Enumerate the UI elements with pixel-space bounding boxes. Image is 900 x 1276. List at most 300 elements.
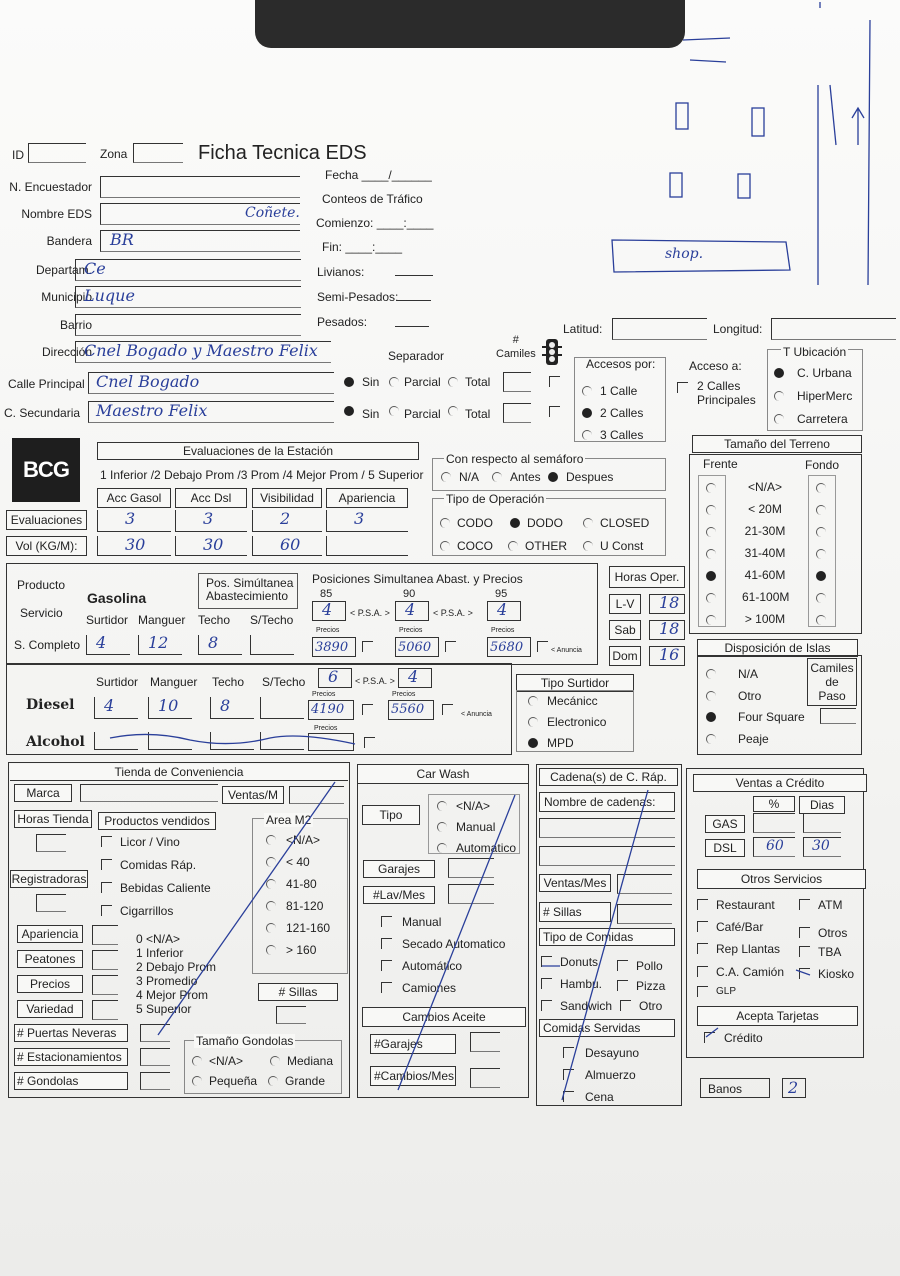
c-secundaria-label: C. Secundaria xyxy=(4,406,81,420)
vol-cell[interactable] xyxy=(326,536,408,556)
semaforo-radio[interactable] xyxy=(441,472,451,482)
anuncia-label: < Anuncia xyxy=(551,647,582,654)
terreno-frente-radio[interactable] xyxy=(706,549,716,559)
cw-checkbox[interactable] xyxy=(381,960,392,971)
cw-garajes-label: Garajes xyxy=(363,860,435,878)
comida-checkbox[interactable] xyxy=(617,980,628,991)
sillas-field[interactable] xyxy=(276,1006,306,1024)
registradoras-field[interactable] xyxy=(36,894,66,912)
cad-nombre-label: Nombre de cadenas: xyxy=(539,792,675,812)
horas-value: 18 xyxy=(659,593,680,612)
cw-check-label: Automático xyxy=(402,959,463,973)
registradoras-label: Registradoras xyxy=(11,872,87,886)
diesel-cell[interactable] xyxy=(260,697,304,719)
diesel-position-value: 6 xyxy=(328,667,339,686)
cad-nombre-field[interactable] xyxy=(539,818,675,838)
horas-day: Dom xyxy=(609,646,641,666)
surtidor-option-label: Mecánicc xyxy=(547,694,598,708)
sep1-total-label: Total xyxy=(465,375,491,389)
alcohol-cell[interactable] xyxy=(260,732,304,750)
comida-checkbox[interactable] xyxy=(541,956,552,967)
surtidor-title: Tipo Surtidor xyxy=(516,674,634,692)
accesos-radio[interactable] xyxy=(582,408,592,418)
eval-value: 3 xyxy=(125,509,136,528)
evaluaciones-row-label: Evaluaciones xyxy=(6,510,87,530)
terreno-frente-radio[interactable] xyxy=(706,615,716,625)
operacion-radio[interactable] xyxy=(508,541,518,551)
semaforo-radio[interactable] xyxy=(548,472,558,482)
cad-sillas-field[interactable] xyxy=(617,904,672,924)
cw-check-label: Camiones xyxy=(402,981,457,995)
horas-tienda-label: Horas Tienda xyxy=(14,810,92,828)
pos-sim-label: Pos. Simúltanea Abastecimiento xyxy=(206,576,294,603)
operacion-option-label: COCO xyxy=(457,539,493,553)
marca-field[interactable] xyxy=(80,784,218,802)
otros-checkbox[interactable] xyxy=(799,946,810,957)
terreno-frente-radio[interactable] xyxy=(706,505,716,515)
camiles2-field[interactable] xyxy=(503,403,531,423)
sep1-sin-radio[interactable] xyxy=(344,377,354,387)
pos-precios-label: Posiciones Simultanea Abast. y Precios xyxy=(312,572,523,586)
diesel-value: 8 xyxy=(220,696,231,715)
area-radio[interactable] xyxy=(266,835,276,845)
livianos-line[interactable] xyxy=(395,275,433,276)
precios-label: Precios xyxy=(491,627,515,634)
terreno-frente-radio[interactable] xyxy=(706,593,716,603)
tienda-scale-item: 4 Mejor Prom xyxy=(136,988,209,1002)
otros-checkbox[interactable] xyxy=(697,986,708,997)
position-value: 4 xyxy=(322,600,333,619)
islas-option-label: Peaje xyxy=(738,732,769,746)
eval-value: 2 xyxy=(280,509,291,528)
area-radio[interactable] xyxy=(266,945,276,955)
otros-label: TBA xyxy=(818,945,842,959)
cw-lav-label: #Lav/Mes xyxy=(363,886,435,904)
terreno-fondo-radio[interactable] xyxy=(816,615,826,625)
operacion-title: Tipo de Operación xyxy=(446,492,545,506)
calle-principal-value: Cnel Bogado xyxy=(96,372,200,391)
servida-label: Almuerzo xyxy=(585,1068,636,1082)
otros-checkbox[interactable] xyxy=(697,899,708,910)
ubicacion-option-label: C. Urbana xyxy=(797,366,852,380)
horas-day: L-V xyxy=(609,594,641,614)
terreno-title: Tamaño del Terreno xyxy=(692,435,862,453)
producto-label: Licor / Vino xyxy=(120,835,180,849)
terreno-option-label: <N/A> xyxy=(747,480,783,494)
otros-checkbox[interactable] xyxy=(799,927,810,938)
semaforo1-checkbox[interactable] xyxy=(549,376,560,387)
gas-header: S/Techo xyxy=(250,613,294,627)
header-field-value: Coñete. xyxy=(245,205,300,221)
tienda-estacionamientos-field[interactable] xyxy=(140,1048,170,1066)
area-option-label: > 160 xyxy=(286,943,317,957)
header-field-label: Dirección xyxy=(41,345,92,359)
gondola-radio[interactable] xyxy=(192,1076,202,1086)
semaforo-option-label: Despues xyxy=(566,470,614,484)
producto-label: Bebidas Caliente xyxy=(120,881,211,895)
servida-checkbox[interactable] xyxy=(563,1091,574,1102)
tienda-eval-field[interactable] xyxy=(92,950,118,970)
tienda-scale-item: 1 Inferior xyxy=(136,946,184,960)
area-radio[interactable] xyxy=(266,879,276,889)
latitud-field[interactable] xyxy=(612,318,707,340)
price-checkbox[interactable] xyxy=(537,641,548,652)
semaforo-radio[interactable] xyxy=(492,472,502,482)
area-radio[interactable] xyxy=(266,901,276,911)
header-field-label: Departam. xyxy=(35,263,92,277)
ventas-field[interactable] xyxy=(289,786,344,804)
cadena-title: Cadena(s) de C. Ráp. xyxy=(539,768,678,786)
camiles1-field[interactable] xyxy=(503,372,531,392)
accesos-radio[interactable] xyxy=(582,430,592,440)
traffic-light-icon xyxy=(541,338,563,366)
evaluaciones-title: Evaluaciones de la Estación xyxy=(97,442,419,460)
position-value: 4 xyxy=(497,600,508,619)
islas-radio[interactable] xyxy=(706,712,716,722)
islas-radio[interactable] xyxy=(706,734,716,744)
pesados-label: Pesados: xyxy=(317,315,368,329)
operacion-radio[interactable] xyxy=(510,518,520,528)
price-value: 3890 xyxy=(315,640,349,655)
cw-tipo-radio[interactable] xyxy=(437,822,447,832)
comida-checkbox[interactable] xyxy=(620,1000,631,1011)
cw-tipo-radio[interactable] xyxy=(437,843,447,853)
producto-checkbox[interactable] xyxy=(101,882,112,893)
header-field-box[interactable] xyxy=(75,259,301,281)
ubicacion-option-label: Carretera xyxy=(797,412,848,426)
cad-sillas-label: # Sillas xyxy=(539,902,611,922)
credito-dias-header: Dias xyxy=(799,796,845,814)
area-option-label: 121-160 xyxy=(286,921,331,935)
tarjetas-title: Acepta Tarjetas xyxy=(697,1006,858,1026)
tienda-puertas-field[interactable] xyxy=(140,1024,170,1042)
camiles-paso-field[interactable] xyxy=(820,708,856,724)
comida-checkbox[interactable] xyxy=(541,1000,552,1011)
servida-checkbox[interactable] xyxy=(563,1069,574,1080)
diesel-anuncia-label: < Anuncia xyxy=(461,711,492,718)
cw-checkbox[interactable] xyxy=(381,916,392,927)
cad-ventas-label: Ventas/Mes xyxy=(539,874,611,892)
cw-garajes-field[interactable] xyxy=(448,858,494,878)
gas-cell[interactable] xyxy=(86,635,130,655)
terreno-frente-radio[interactable] xyxy=(706,527,716,537)
cw-tipo-label: Tipo xyxy=(362,805,420,825)
cw-lav-field[interactable] xyxy=(448,884,494,904)
sketch-label: shop. xyxy=(665,246,704,262)
header-field-value: Ce xyxy=(84,259,106,278)
cad-nombre-field[interactable] xyxy=(539,846,675,866)
diesel-precios-label: Precios xyxy=(312,691,336,698)
octano-label: 85 xyxy=(320,588,333,600)
diesel-header: Techo xyxy=(212,675,245,689)
marca-label: Marca xyxy=(14,784,72,802)
horas-value: 16 xyxy=(659,645,680,664)
cad-tipo-title: Tipo de Comidas xyxy=(539,928,675,946)
semaforo2-checkbox[interactable] xyxy=(549,406,560,417)
credito-title: Ventas a Crédito xyxy=(693,774,867,792)
producto-label: Producto xyxy=(17,578,66,592)
otros-checkbox[interactable] xyxy=(799,968,810,979)
acceso-a-option: 2 Calles Principales xyxy=(697,379,756,407)
tienda-eval-label: Apariencia xyxy=(17,925,83,943)
terreno-fondo-radio[interactable] xyxy=(816,549,826,559)
longitud-field[interactable] xyxy=(771,318,896,340)
otros-label: Otros xyxy=(818,926,848,940)
accesos-option-label: 2 Calles xyxy=(600,406,644,420)
area-radio[interactable] xyxy=(266,923,276,933)
sep2-parcial-radio[interactable] xyxy=(389,406,399,416)
producto-checkbox[interactable] xyxy=(101,859,112,870)
surtidor-option-label: MPD xyxy=(547,736,574,750)
gondola-radio[interactable] xyxy=(192,1056,202,1066)
alcohol-cell[interactable] xyxy=(94,732,138,750)
comida-label: Sandwich xyxy=(560,999,613,1013)
sep1-total-radio[interactable] xyxy=(448,377,458,387)
position-value: 4 xyxy=(405,600,416,619)
sep2-parcial-label: Parcial xyxy=(404,407,441,421)
cw-aceite-title: Cambios Aceite xyxy=(362,1007,526,1027)
gas-header: Manguer xyxy=(138,613,186,627)
semi-line[interactable] xyxy=(397,300,431,301)
credito-row-label: DSL xyxy=(705,839,745,857)
camiles-label: # Camiles xyxy=(496,334,536,360)
diesel-precios-label: Precios xyxy=(392,691,416,698)
ubicacion-option-label: HiperMerc xyxy=(797,389,853,403)
price-value: 5060 xyxy=(398,640,432,655)
islas-option-label: Otro xyxy=(738,689,762,703)
diesel-price-value: 5560 xyxy=(391,702,425,717)
tienda-eval-field[interactable] xyxy=(92,925,118,945)
alcohol-cell[interactable] xyxy=(210,732,254,750)
area-option-label: <N/A> xyxy=(286,833,321,847)
sep2-sin-label: Sin xyxy=(362,407,380,421)
terreno-frente-label: Frente xyxy=(703,457,738,471)
accesos-title: Accesos por: xyxy=(586,357,656,371)
tienda-gondolas-field[interactable] xyxy=(140,1072,170,1090)
tienda-scale-item: 5 Superior xyxy=(136,1002,192,1016)
otros-label: GLP xyxy=(716,986,737,997)
zona-label: Zona xyxy=(100,147,128,161)
area-radio[interactable] xyxy=(266,857,276,867)
diesel-value: 4 xyxy=(104,696,115,715)
gas-value: 8 xyxy=(208,633,219,652)
otros-checkbox[interactable] xyxy=(697,966,708,977)
producto-checkbox[interactable] xyxy=(101,905,112,916)
producto-label: Comidas Ráp. xyxy=(120,858,197,872)
id-field[interactable] xyxy=(28,143,86,163)
gondola-option-label: Mediana xyxy=(287,1054,334,1068)
credito-checkbox[interactable] xyxy=(704,1032,715,1043)
header-field-label: Nombre EDS xyxy=(21,207,92,221)
terreno-option-label: 61-100M xyxy=(742,590,790,604)
producto-checkbox[interactable] xyxy=(101,836,112,847)
tienda-eval-label: Peatones xyxy=(17,950,83,968)
gondola-radio[interactable] xyxy=(270,1056,280,1066)
productos-label: Productos vendidos xyxy=(98,812,216,830)
clipboard-clip xyxy=(255,0,685,48)
sep1-parcial-radio[interactable] xyxy=(389,377,399,387)
surtidor-radio[interactable] xyxy=(528,738,538,748)
comida-checkbox[interactable] xyxy=(617,960,628,971)
diesel-cell[interactable] xyxy=(94,697,138,719)
islas-radio[interactable] xyxy=(706,691,716,701)
header-field-label: Barrio xyxy=(59,318,92,332)
accesos-option-label: 3 Calles xyxy=(600,428,644,442)
alcohol-price-box[interactable] xyxy=(308,733,354,751)
otros-label: C.A. Camión xyxy=(716,965,785,979)
conteos-label: Conteos de Tráfico xyxy=(322,192,423,206)
gas-cell[interactable] xyxy=(198,635,242,655)
area-option-label: 81-120 xyxy=(286,899,324,913)
diesel-position-value: 4 xyxy=(408,667,419,686)
sillas-label: # Sillas xyxy=(258,983,338,1001)
tam-gondolas-title: Tamaño Gondolas xyxy=(196,1034,294,1048)
price-value: 5680 xyxy=(490,640,524,655)
gondola-option-label: Pequeña xyxy=(209,1074,258,1088)
credito-pct-value: 60 xyxy=(766,838,784,854)
header-field-value: Cnel Bogado y Maestro Felix xyxy=(84,341,318,360)
cad-ventas-field[interactable] xyxy=(617,874,672,894)
terreno-fondo-radio[interactable] xyxy=(816,593,826,603)
precios-label: Precios xyxy=(316,627,340,634)
otros-label: Rep Llantas xyxy=(716,942,781,956)
calle-principal-label: Calle Principal xyxy=(8,377,85,391)
gas-value: 12 xyxy=(148,633,169,652)
terreno-option-label: 41-60M xyxy=(744,568,786,582)
eval-header: Visibilidad xyxy=(252,488,322,508)
camiles-paso-label: Camiles de Paso xyxy=(810,661,854,703)
tienda-scale-item: 2 Debajo Prom xyxy=(136,960,217,974)
terreno-fondo-radio[interactable] xyxy=(816,527,826,537)
sep2-sin-radio[interactable] xyxy=(344,406,354,416)
tienda-puertas-label: # Puertas Neveras xyxy=(14,1024,128,1042)
price-checkbox[interactable] xyxy=(362,641,373,652)
operacion-radio[interactable] xyxy=(583,541,593,551)
header-field-box[interactable] xyxy=(75,314,301,336)
cw-garajes2-label: #Garajes xyxy=(370,1034,456,1054)
diesel-psa-label: < P.S.A. > xyxy=(355,676,395,686)
terreno-fondo-radio[interactable] xyxy=(816,571,826,581)
livianos-label: Livianos: xyxy=(317,265,365,279)
semaforo-option-label: Antes xyxy=(510,470,541,484)
header-field-value: Luque xyxy=(84,286,135,305)
otros-label: Restaurant xyxy=(716,898,775,912)
alcohol-label: Alcohol xyxy=(26,734,85,750)
otros-title: Otros Servicios xyxy=(697,869,866,889)
diesel-price-checkbox[interactable] xyxy=(362,704,373,715)
diesel-header: Manguer xyxy=(150,675,198,689)
acceso-a-checkbox[interactable] xyxy=(677,382,688,393)
alcohol-checkbox[interactable] xyxy=(364,737,375,748)
servida-checkbox[interactable] xyxy=(563,1047,574,1058)
psa-label: < P.S.A. > xyxy=(350,608,390,618)
price-checkbox[interactable] xyxy=(445,641,456,652)
comida-label: Hambu. xyxy=(560,977,603,991)
gasolina-label: Gasolina xyxy=(87,590,147,606)
c-secundaria-value: Maestro Felix xyxy=(96,401,208,420)
operacion-radio[interactable] xyxy=(440,541,450,551)
servicio-label: Servicio xyxy=(20,606,63,620)
pesados-line[interactable] xyxy=(395,326,429,327)
otros-checkbox[interactable] xyxy=(697,921,708,932)
ubicacion-radio[interactable] xyxy=(774,414,784,424)
carwash-title: Car Wash xyxy=(357,764,529,784)
credito-pct-field[interactable] xyxy=(753,813,795,833)
id-label: ID xyxy=(12,148,24,162)
acceso-a-label: Acceso a: xyxy=(689,359,742,373)
horas-tienda-field[interactable] xyxy=(36,834,66,852)
alcohol-cell[interactable] xyxy=(148,732,192,750)
comida-label: Otro xyxy=(639,999,663,1013)
cw-check-label: Secado Automatico xyxy=(402,937,506,951)
eval-value: 3 xyxy=(354,509,365,528)
ubicacion-radio[interactable] xyxy=(774,391,784,401)
eval-cell[interactable] xyxy=(326,510,408,532)
surtidor-radio[interactable] xyxy=(528,696,538,706)
ubicacion-radio[interactable] xyxy=(774,368,784,378)
header-field-label: Municipio xyxy=(41,290,92,304)
separador-label: Separador xyxy=(388,349,445,363)
header-field-box[interactable] xyxy=(100,176,300,198)
accesos-radio[interactable] xyxy=(582,386,592,396)
producto-label: Cigarrillos xyxy=(120,904,174,918)
terreno-frente-radio[interactable] xyxy=(706,571,716,581)
vol-value: 30 xyxy=(125,535,146,554)
area-option-label: < 40 xyxy=(286,855,310,869)
terreno-fondo-label: Fondo xyxy=(805,458,840,472)
tienda-eval-field[interactable] xyxy=(92,1000,118,1020)
gondola-radio[interactable] xyxy=(268,1076,278,1086)
tienda-gondolas-label: # Gondolas xyxy=(14,1072,128,1090)
diesel-cell[interactable] xyxy=(210,697,254,719)
terreno-fondo-radio[interactable] xyxy=(816,505,826,515)
ubicacion-title: T Ubicación xyxy=(783,345,847,359)
otros-checkbox[interactable] xyxy=(697,943,708,954)
zona-field[interactable] xyxy=(133,143,183,163)
cw-checkbox[interactable] xyxy=(381,938,392,949)
cw-check-label: Manual xyxy=(402,915,442,929)
tienda-eval-label: Variedad xyxy=(17,1000,83,1018)
gas-cell[interactable] xyxy=(250,635,294,655)
comida-label: Donuts xyxy=(560,955,599,969)
comienzo-label: Comienzo: ____:____ xyxy=(316,216,434,230)
diesel-price-checkbox[interactable] xyxy=(442,704,453,715)
operacion-option-label: CLOSED xyxy=(600,516,650,530)
tienda-eval-field[interactable] xyxy=(92,975,118,995)
eval-header: Apariencia xyxy=(326,488,408,508)
islas-radio[interactable] xyxy=(706,669,716,679)
terreno-fondo-radio[interactable] xyxy=(816,483,826,493)
banos-label: Banos xyxy=(708,1082,743,1096)
surtidor-radio[interactable] xyxy=(528,717,538,727)
sep2-total-radio[interactable] xyxy=(448,406,458,416)
terreno-frente-radio[interactable] xyxy=(706,483,716,493)
vol-row-label: Vol (KG/M): xyxy=(6,536,87,556)
credito-dias-field[interactable] xyxy=(803,813,841,833)
operacion-option-label: OTHER xyxy=(525,539,567,553)
operacion-radio[interactable] xyxy=(440,518,450,528)
terreno-option-label: < 20M xyxy=(748,502,782,516)
cw-checkbox[interactable] xyxy=(381,982,392,993)
cw-tipo-radio[interactable] xyxy=(437,801,447,811)
area-option-label: 41-80 xyxy=(286,877,317,891)
operacion-radio[interactable] xyxy=(583,518,593,528)
comida-checkbox[interactable] xyxy=(541,978,552,989)
cw-garajes2-field[interactable] xyxy=(470,1032,500,1052)
otros-checkbox[interactable] xyxy=(799,899,810,910)
diesel-value: 10 xyxy=(158,696,179,715)
cw-cambios-field[interactable] xyxy=(470,1068,500,1088)
